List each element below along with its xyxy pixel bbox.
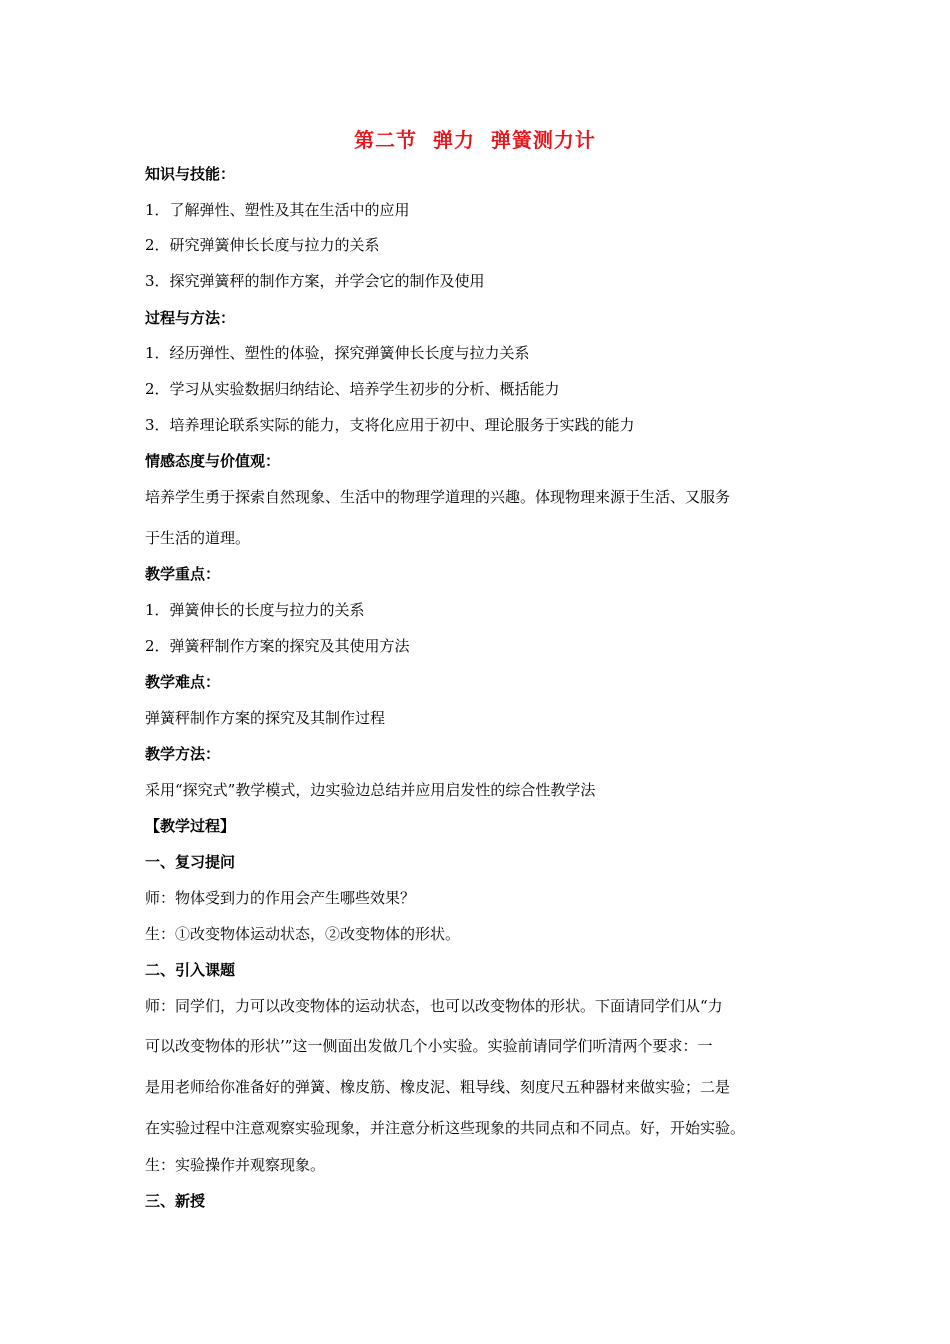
knowledge-item: 3．探究弹簧秤的制作方案，并学会它的制作及使用 <box>145 272 485 290</box>
review-dialogue-line: 生：①改变物体运动状态，②改变物体的形状。 <box>145 925 461 943</box>
section-heading-process: 过程与方法： <box>145 309 236 327</box>
document-title: 第二节 弹力 弹簧测力计 <box>354 128 596 152</box>
section-heading-methods: 教学方法： <box>145 745 221 763</box>
introduction-text-line: 生：实验操作并观察现象。 <box>145 1156 326 1174</box>
section-heading-teaching-process: 【教学过程】 <box>145 817 236 835</box>
process-item: 2．学习从实验数据归纳结论、培养学生初步的分析、概括能力 <box>145 380 560 398</box>
subsection-heading-review: 一、复习提问 <box>145 853 236 871</box>
key-point-item: 1．弹簧伸长的长度与拉力的关系 <box>145 601 365 619</box>
knowledge-item: 2．研究弹簧伸长长度与拉力的关系 <box>145 236 380 254</box>
introduction-text-line: 可以改变物体的形状’”这一侧面出发做几个小实验。实验前请同学们听清两个要求：一 <box>145 1037 713 1055</box>
process-item: 1．经历弹性、塑性的体验，探究弹簧伸长长度与拉力关系 <box>145 344 530 362</box>
introduction-text-line: 在实验过程中注意观察实验现象，并注意分析这些现象的共同点和不同点。好，开始实验。 <box>145 1119 746 1137</box>
knowledge-item: 1．了解弹性、塑性及其在生活中的应用 <box>145 201 410 219</box>
section-heading-key-points: 教学重点： <box>145 565 221 583</box>
review-dialogue-line: 师：物体受到力的作用会产生哪些效果？ <box>145 889 416 907</box>
subsection-heading-introduction: 二、引入课题 <box>145 961 236 979</box>
attitude-text-line: 培养学生勇于探索自然现象、生活中的物理学道理的兴趣。体现物理来源于生活、又服务 <box>145 488 731 506</box>
difficulties-text: 弹簧秤制作方案的探究及其制作过程 <box>145 709 386 727</box>
process-item: 3．培养理论联系实际的能力，支将化应用于初中、理论服务于实践的能力 <box>145 416 635 434</box>
key-point-item: 2．弹簧秤制作方案的探究及其使用方法 <box>145 637 410 655</box>
subsection-heading-new-lesson: 三、新授 <box>145 1192 206 1210</box>
section-heading-knowledge: 知识与技能： <box>145 165 236 183</box>
introduction-text-line: 是用老师给你准备好的弹簧、橡皮筋、橡皮泥、粗导线、刻度尺五种器材来做实验；二是 <box>145 1078 731 1096</box>
attitude-text-line: 于生活的道理。 <box>145 529 251 547</box>
section-heading-attitude: 情感态度与价值观： <box>145 452 281 470</box>
introduction-text-line: 师：同学们，力可以改变物体的运动状态，也可以改变物体的形状。下面请同学们从“力 <box>145 997 723 1015</box>
methods-text: 采用“探究式”教学模式，边实验边总结并应用启发性的综合性教学法 <box>145 781 596 799</box>
section-heading-difficulties: 教学难点： <box>145 673 221 691</box>
